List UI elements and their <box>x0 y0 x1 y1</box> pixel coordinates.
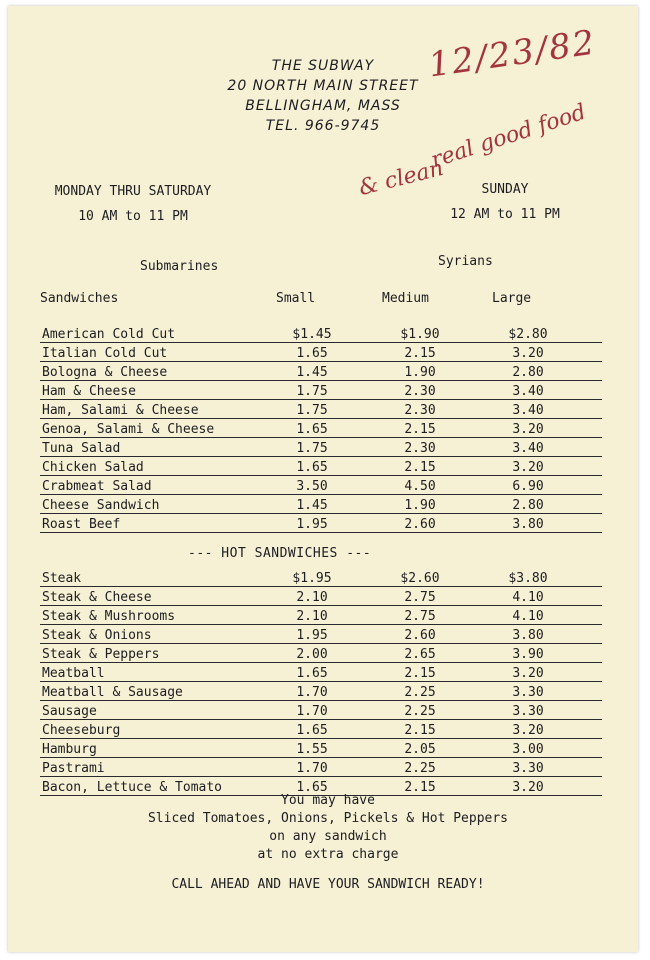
weekday-label: MONDAY THRU SATURDAY <box>54 184 212 199</box>
handwritten-date: 12/23/82 <box>426 22 599 86</box>
item-name: Meatball & Sausage <box>42 685 183 700</box>
item-name: Chicken Salad <box>42 460 144 475</box>
item-name: Ham & Cheese <box>42 384 136 399</box>
menu-row <box>40 644 602 663</box>
price-medium: 2.75 <box>404 609 436 624</box>
price-medium: 2.30 <box>404 403 436 418</box>
price-small: 1.65 <box>296 780 328 795</box>
price-large: 4.10 <box>512 609 544 624</box>
price-large: 2.80 <box>512 498 544 513</box>
price-medium: 1.90 <box>404 498 436 513</box>
sunday-label: SUNDAY <box>481 182 529 197</box>
price-small: 2.00 <box>296 647 328 662</box>
menu-row <box>40 495 602 514</box>
menu-row <box>40 362 602 381</box>
item-name: Ham, Salami & Cheese <box>42 403 199 418</box>
price-medium: 2.15 <box>404 346 436 361</box>
col-small: Small <box>276 291 316 306</box>
weekday-hours <box>38 184 228 224</box>
price-large: 4.10 <box>512 590 544 605</box>
price-large: 3.20 <box>512 723 544 738</box>
item-name: Steak <box>42 571 82 586</box>
price-large: 2.80 <box>512 365 544 380</box>
menu-row <box>40 739 602 758</box>
hot-sandwiches-heading: --- HOT SANDWICHES --- <box>188 546 372 561</box>
menu-row <box>40 514 602 533</box>
price-small: 1.65 <box>296 723 328 738</box>
menu-row <box>40 587 602 606</box>
price-large: 3.90 <box>512 647 544 662</box>
price-medium: 4.50 <box>404 479 436 494</box>
price-small: 1.75 <box>296 403 328 418</box>
price-small: 1.95 <box>296 517 328 532</box>
shop-header <box>208 56 438 136</box>
price-medium: 2.60 <box>404 517 436 532</box>
price-medium: 2.30 <box>404 384 436 399</box>
price-medium: 2.15 <box>404 666 436 681</box>
item-name: Steak & Cheese <box>42 590 152 605</box>
price-large: 3.80 <box>512 517 544 532</box>
col-medium: Medium <box>382 291 429 306</box>
menu-row <box>40 625 602 644</box>
price-large: 6.90 <box>512 479 544 494</box>
menu-row <box>40 720 602 739</box>
price-medium: 2.15 <box>404 460 436 475</box>
price-large: 3.20 <box>512 422 544 437</box>
syrians-heading: Syrians <box>438 254 493 269</box>
price-large: 3.30 <box>512 685 544 700</box>
call-ahead-line: CALL AHEAD AND HAVE YOUR SANDWICH READY! <box>171 877 485 892</box>
item-name: Genoa, Salami & Cheese <box>42 422 215 437</box>
price-small: 1.45 <box>296 365 328 380</box>
handwritten-note-line2: & clean <box>356 155 446 202</box>
price-medium: 2.15 <box>404 780 436 795</box>
price-large: 3.20 <box>512 780 544 795</box>
price-medium: 2.25 <box>404 704 436 719</box>
item-name: Cheeseburg <box>42 723 121 738</box>
price-medium: 2.15 <box>404 723 436 738</box>
price-small: $1.95 <box>292 571 332 586</box>
sunday-time: 12 AM to 11 PM <box>450 207 560 222</box>
menu-row <box>40 400 602 419</box>
item-name: Italian Cold Cut <box>42 346 168 361</box>
col-large: Large <box>492 291 532 306</box>
hot-sandwich-list <box>40 568 602 796</box>
menu-row <box>40 324 602 343</box>
price-small: 1.75 <box>296 384 328 399</box>
menu-row <box>40 343 602 362</box>
handwritten-note-line1: real good food <box>428 99 589 174</box>
item-name: American Cold Cut <box>42 327 176 342</box>
price-small: 1.55 <box>296 742 328 757</box>
item-name: Sausage <box>42 704 97 719</box>
item-name: Crabmeat Salad <box>42 479 152 494</box>
price-medium: 2.65 <box>404 647 436 662</box>
item-name: Steak & Onions <box>42 628 152 643</box>
item-name: Meatball <box>42 666 105 681</box>
price-small: 1.70 <box>296 761 328 776</box>
price-small: 2.10 <box>296 609 328 624</box>
col-sandwiches: Sandwiches <box>40 291 119 306</box>
menu-row <box>40 381 602 400</box>
item-name: Roast Beef <box>42 517 121 532</box>
price-small: 1.65 <box>296 460 328 475</box>
menu-row <box>40 476 602 495</box>
menu-row <box>40 758 602 777</box>
shop-city: BELLINGHAM, MASS <box>245 98 401 114</box>
price-large: $2.80 <box>508 327 548 342</box>
price-small: 2.10 <box>296 590 328 605</box>
menu-row <box>40 682 602 701</box>
price-medium: 2.25 <box>404 685 436 700</box>
weekday-time: 10 AM to 11 PM <box>78 209 188 224</box>
price-small: 1.65 <box>296 346 328 361</box>
item-name: Bologna & Cheese <box>42 365 168 380</box>
footer-note <box>68 792 588 864</box>
price-small: 1.75 <box>296 441 328 456</box>
price-medium: $2.60 <box>400 571 440 586</box>
price-large: 3.20 <box>512 460 544 475</box>
price-large: 3.00 <box>512 742 544 757</box>
menu-row <box>40 663 602 682</box>
price-large: 3.30 <box>512 761 544 776</box>
item-name: Steak & Peppers <box>42 647 160 662</box>
item-name: Bacon, Lettuce & Tomato <box>42 780 223 795</box>
price-medium: 1.90 <box>404 365 436 380</box>
price-medium: 2.25 <box>404 761 436 776</box>
footer-line3: on any sandwich <box>269 829 387 844</box>
price-large: 3.80 <box>512 628 544 643</box>
item-name: Tuna Salad <box>42 441 121 456</box>
item-name: Hamburg <box>42 742 97 757</box>
price-small: 1.95 <box>296 628 328 643</box>
menu-row <box>40 606 602 625</box>
item-name: Cheese Sandwich <box>42 498 160 513</box>
price-large: 3.20 <box>512 346 544 361</box>
price-large: 3.40 <box>512 384 544 399</box>
price-medium: 2.60 <box>404 628 436 643</box>
price-medium: $1.90 <box>400 327 440 342</box>
price-large: 3.40 <box>512 403 544 418</box>
shop-phone: TEL. 966-9745 <box>265 118 381 134</box>
price-medium: 2.05 <box>404 742 436 757</box>
price-medium: 2.75 <box>404 590 436 605</box>
price-small: 1.70 <box>296 685 328 700</box>
submarines-heading: Submarines <box>140 259 219 274</box>
shop-street: 20 NORTH MAIN STREET <box>227 78 419 94</box>
item-name: Pastrami <box>42 761 105 776</box>
price-small: 1.70 <box>296 704 328 719</box>
price-large: 3.20 <box>512 666 544 681</box>
menu-sheet <box>8 6 638 952</box>
menu-row <box>40 701 602 720</box>
cold-sandwich-list <box>40 324 602 533</box>
footer-line2: Sliced Tomatoes, Onions, Pickels & Hot Peppers <box>147 811 509 826</box>
menu-row <box>40 438 602 457</box>
menu-row <box>40 568 602 587</box>
price-medium: 2.15 <box>404 422 436 437</box>
sunday-hours <box>440 182 570 222</box>
price-small: 1.45 <box>296 498 328 513</box>
price-medium: 2.30 <box>404 441 436 456</box>
price-small: 1.65 <box>296 666 328 681</box>
price-large: 3.30 <box>512 704 544 719</box>
menu-row <box>40 419 602 438</box>
price-large: $3.80 <box>508 571 548 586</box>
price-small: $1.45 <box>292 327 332 342</box>
menu-row <box>40 457 602 476</box>
price-small: 3.50 <box>296 479 328 494</box>
shop-name: THE SUBWAY <box>271 58 375 74</box>
footer-line1: You may have <box>281 793 375 808</box>
footer-line4: at no extra charge <box>257 847 399 862</box>
price-large: 3.40 <box>512 441 544 456</box>
item-name: Steak & Mushrooms <box>42 609 176 624</box>
price-small: 1.65 <box>296 422 328 437</box>
